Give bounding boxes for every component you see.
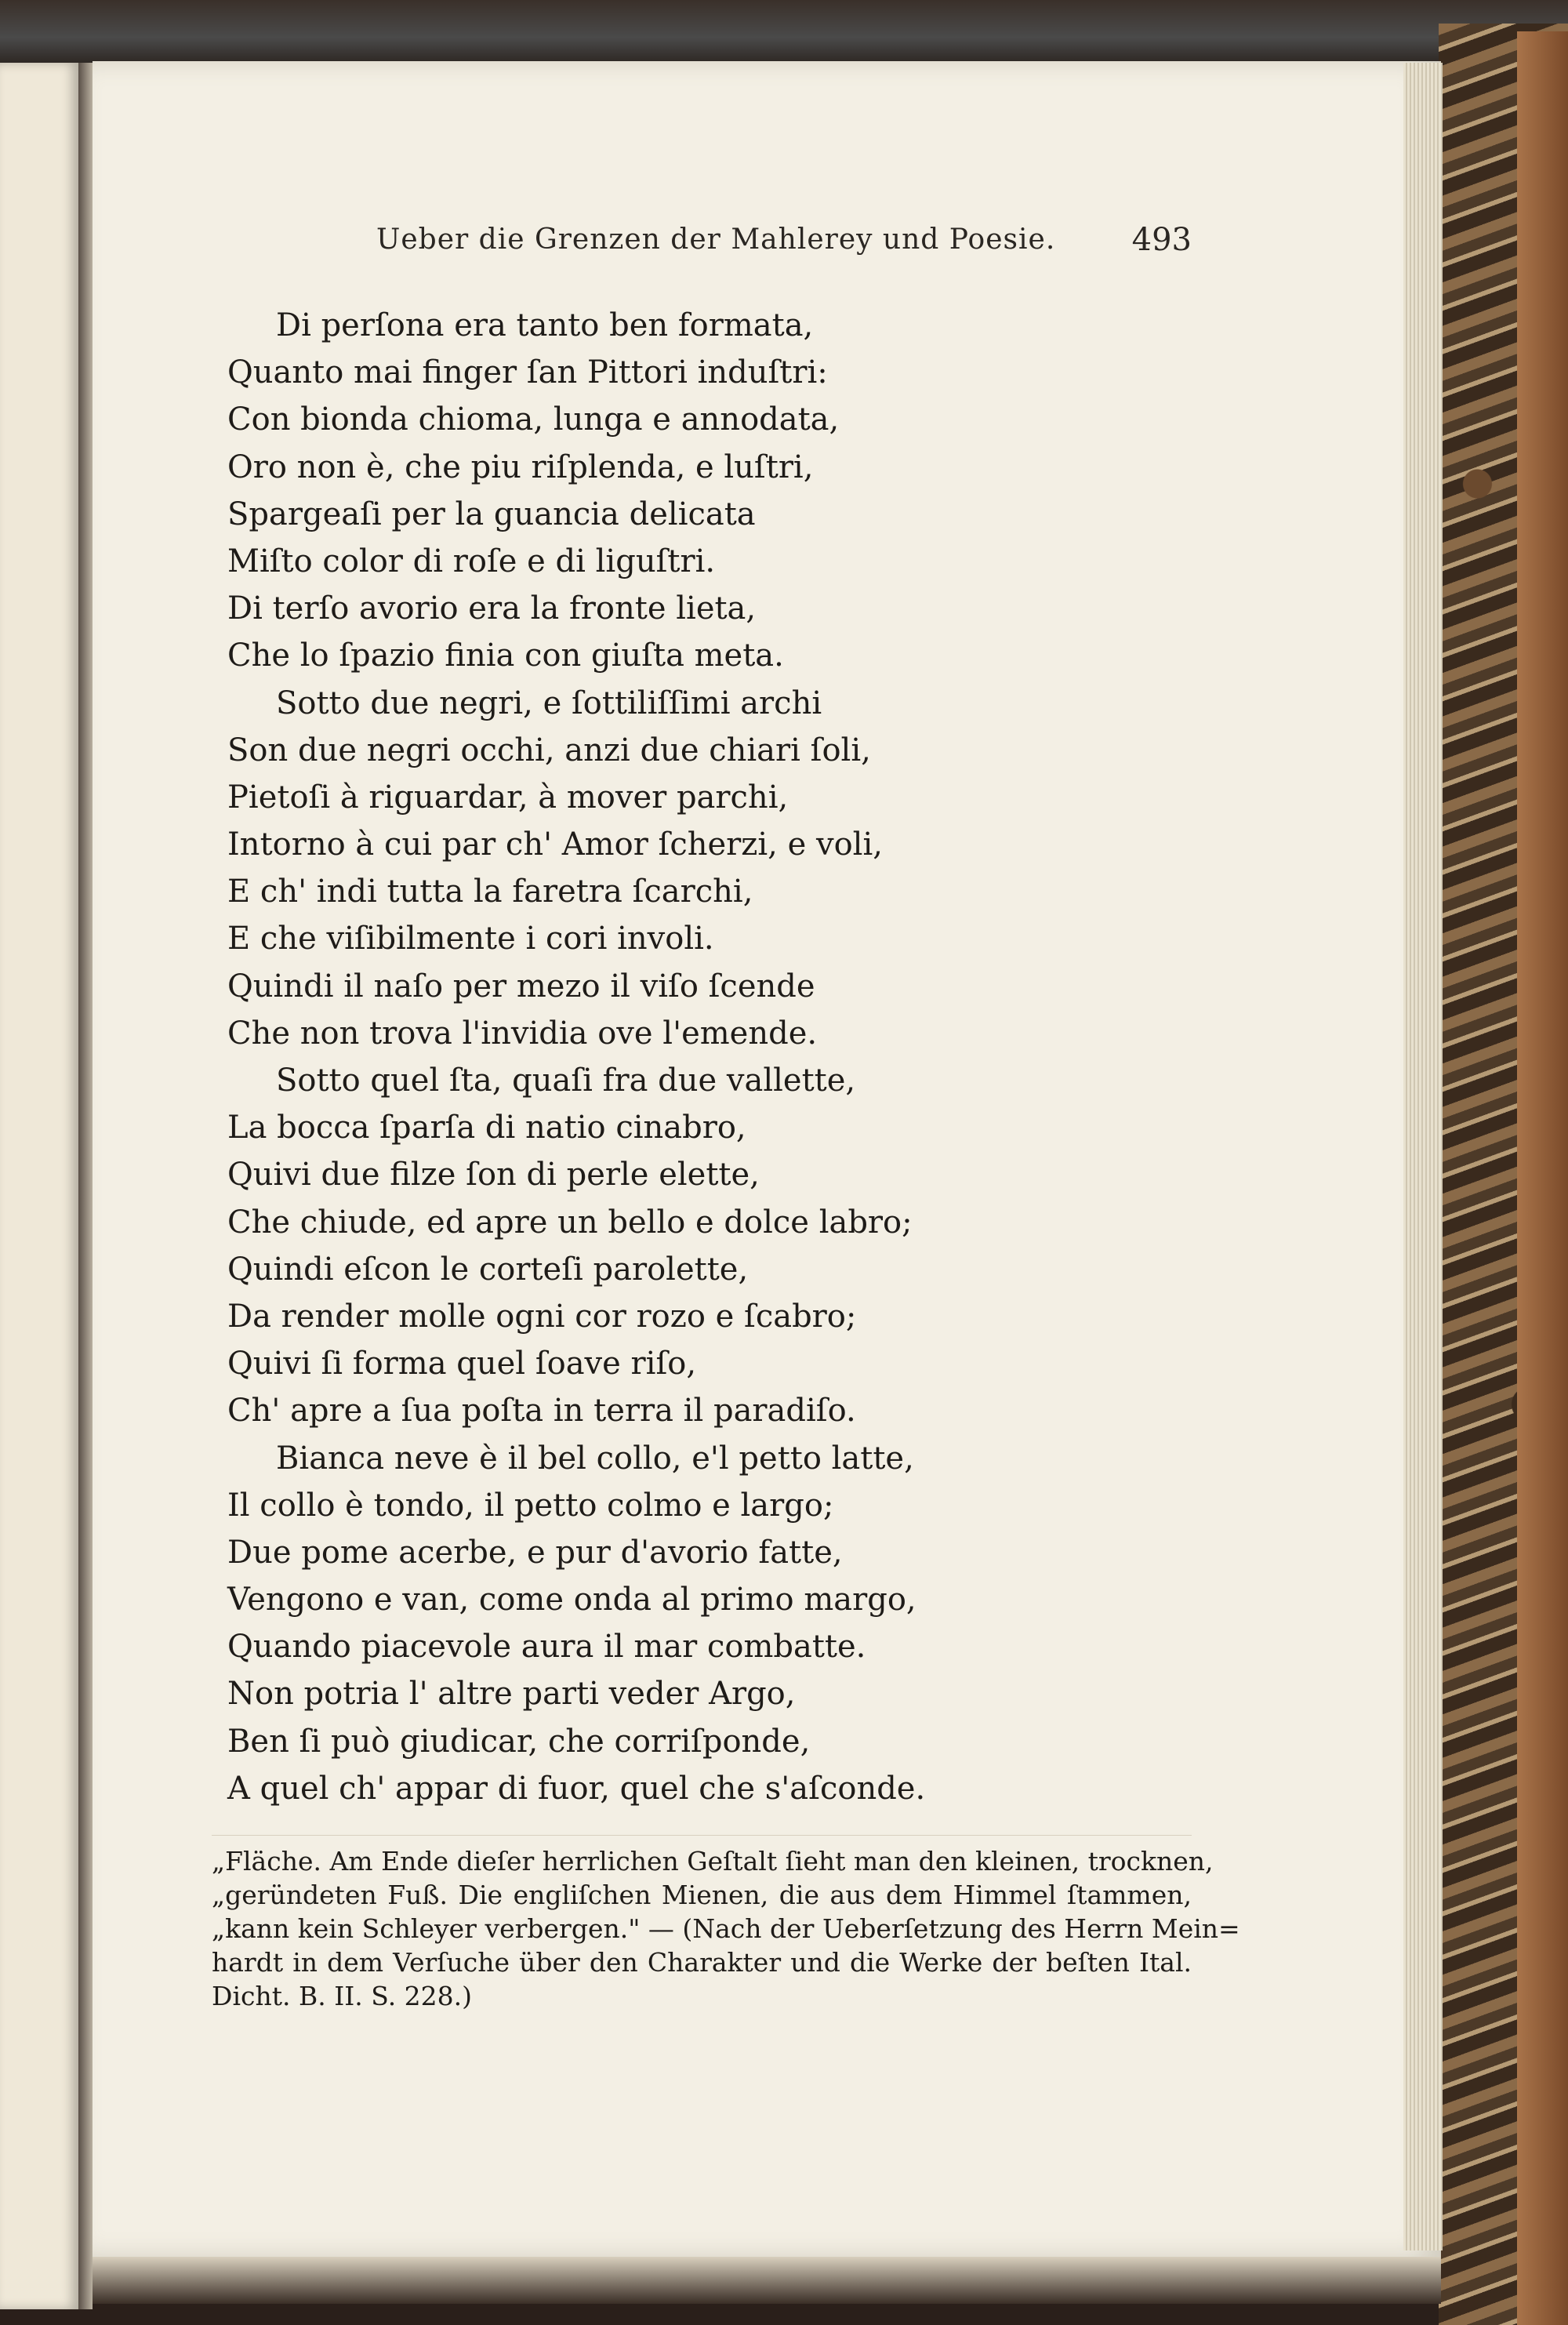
poem-line: Ben ſi può giudicar, che corriſponde, xyxy=(227,1723,811,1760)
poem-line: Spargeaſi per la guancia delicata xyxy=(227,496,756,532)
facing-page-edge xyxy=(0,63,78,2309)
poem-line: Che chiude, ed apre un bello e dolce labro; xyxy=(227,1204,913,1241)
footnote xyxy=(212,1844,1240,2013)
poem-line: Quivi ſi forma quel ſoave riſo, xyxy=(227,1346,697,1382)
poem-line: Di perſona era tanto ben formata, xyxy=(276,307,814,343)
poem-line: Il collo è tondo, il petto colmo e largo; xyxy=(227,1487,834,1524)
poem-line: Vengono e van, come onda al primo margo, xyxy=(227,1582,916,1618)
book-cover-top xyxy=(0,0,1568,63)
footnote-line: Dicht. B. II. S. 228.) xyxy=(212,1981,473,2011)
poem-line: Due pome acerbe, e pur d'avorio fatte, xyxy=(227,1534,843,1571)
poem-line: Pietoſi à riguardar, à mover parchi, xyxy=(227,779,789,816)
footnote-line: „geründeten Fuß. Die engliſchen Mienen, die aus dem Himmel ſtammen, xyxy=(212,1880,1192,1910)
footnote-line: hardt in dem Verſuche über den Charakter und die Werke der beſten Ital. xyxy=(212,1947,1192,1978)
poem-line: Che lo ſpazio finia con giuſta meta. xyxy=(227,638,784,674)
book-gutter xyxy=(78,63,93,2309)
poem-line: E che viſibilmente i cori involi. xyxy=(227,921,714,957)
page-stack-edges xyxy=(1403,63,1443,2251)
poem-line: Sotto due negri, e ſottiliſſimi archi xyxy=(276,685,822,721)
poem-line: Di terſo avorio era la fronte lieta, xyxy=(227,590,757,627)
poem-line: A quel ch' appar di fuor, quel che s'aſconde. xyxy=(227,1770,926,1807)
poem-line: Intorno à cui par ch' Amor ſcherzi, e voli, xyxy=(227,826,883,863)
footnote-line: „Fläche. Am Ende dieſer herrlichen Geſtalt ſieht man den kleinen, trocknen, xyxy=(212,1846,1214,1876)
poem-text xyxy=(227,302,1247,1812)
poem-line: Sotto quel ſta, quaſi fra due vallette, xyxy=(276,1063,856,1099)
poem-line: Quindi il naſo per mezo il viſo ſcende xyxy=(227,968,815,1004)
poem-line: Son due negri occhi, anzi due chiari ſoli, xyxy=(227,732,871,768)
poem-line: Quanto mai finger ſan Pittori induſtri: xyxy=(227,354,828,391)
poem-line: Quivi due filze ſon di perle elette, xyxy=(227,1157,760,1193)
poem-line: Che non trova l'invidia ove l'emende. xyxy=(227,1015,818,1052)
poem-line: Miſto color di roſe e di liguſtri. xyxy=(227,543,716,579)
poem-line: Non potria l' altre parti veder Argo, xyxy=(227,1676,796,1713)
poem-line: Bianca neve è il bel collo, e'l petto latte, xyxy=(276,1440,914,1477)
poem-line: Quando piacevole aura il mar combatte. xyxy=(227,1629,866,1666)
page-number: 493 xyxy=(1131,222,1192,258)
footnote-divider xyxy=(212,1835,1192,1836)
book-spine-edge xyxy=(1517,31,1568,2325)
poem-line: Con bionda chioma, lunga e annodata, xyxy=(227,401,840,438)
poem-line: La bocca ſparſa di natio cinabro, xyxy=(227,1110,746,1146)
footnote-line: „kann kein Schleyer verbergen." — (Nach der Ueberſetzung des Herrn Mein= xyxy=(212,1913,1240,1944)
poem-line: Ch' apre a ſua poſta in terra il paradiſo. xyxy=(227,1393,856,1430)
page-bottom-shadow xyxy=(93,2257,1441,2304)
poem-line: E ch' indi tutta la faretra ſcarchi, xyxy=(227,874,753,910)
running-head: Ueber die Grenzen der Mahlerey und Poesie. xyxy=(376,223,1056,256)
poem-line: Da render molle ogni cor rozo e ſcabro; xyxy=(227,1298,857,1335)
poem-line: Quindi eſcon le corteſi parolette, xyxy=(227,1251,749,1288)
poem-line: Oro non è, che piu riſplenda, e luſtri, xyxy=(227,449,814,485)
